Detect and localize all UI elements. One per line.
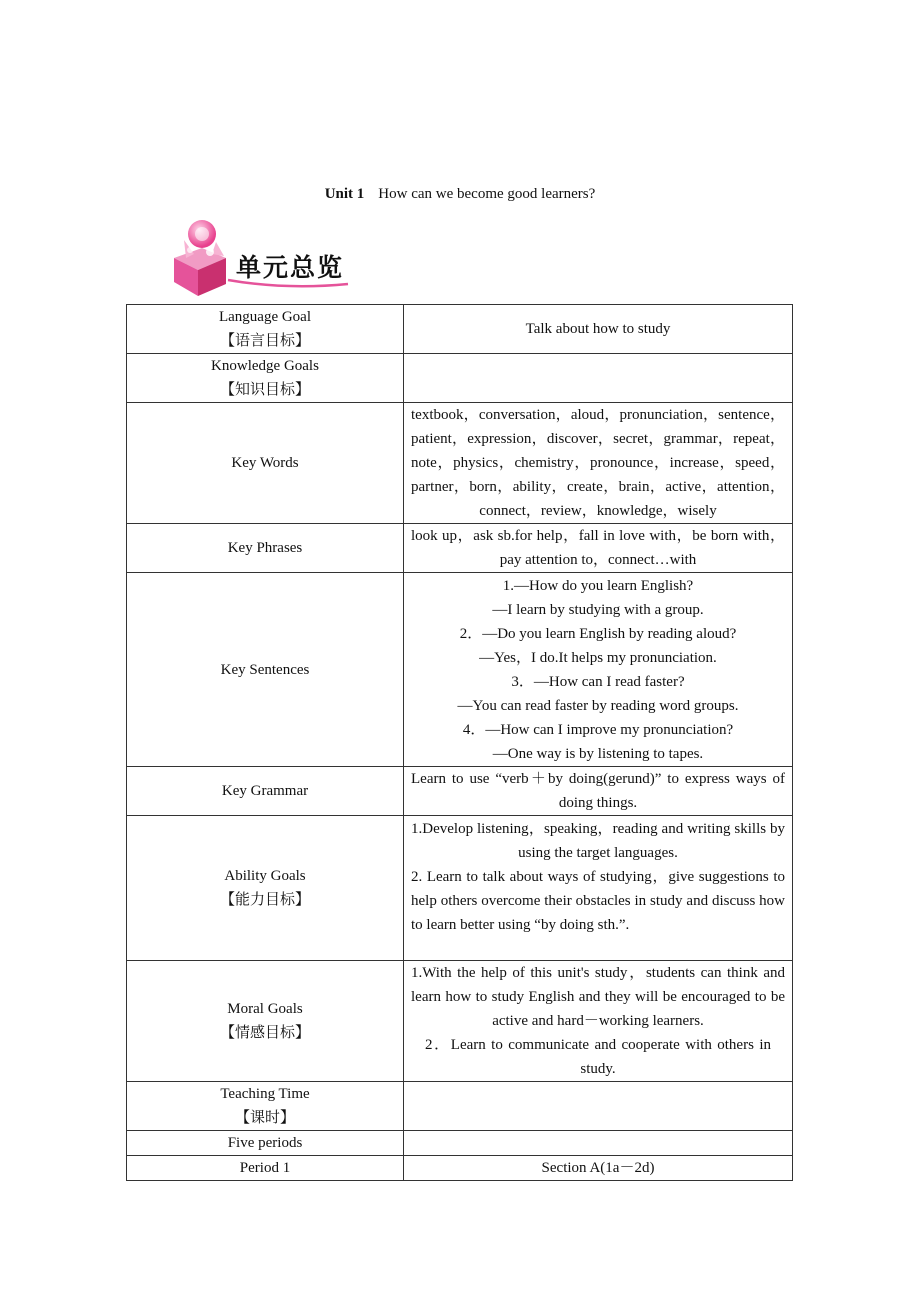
unit-title (0, 186, 920, 203)
unit-overview-banner (166, 218, 366, 298)
table-row (127, 1156, 793, 1181)
row-label: Knowledge Goals 【知识目标】 (127, 354, 404, 403)
row-label: Ability Goals 【能力目标】 (127, 816, 404, 961)
banner-title: 单元总览 (236, 253, 345, 282)
unit-number: Unit 1 (324, 186, 365, 202)
table-row (127, 305, 793, 354)
row-content: Learn to use “verb＋by doing(gerund)” to express ways of doing things. (404, 767, 793, 816)
row-content: 1.Develop listening，speaking，reading and writing skills by using the target languages. 2. Learn to talk about ways of studying，give suggestions to help others overcome their obstacles in study and discuss how to learn better using “by doing sth.”. (404, 816, 793, 961)
row-content (404, 1131, 793, 1156)
row-label: Teaching Time 【课时】 (127, 1082, 404, 1131)
row-label: Language Goal 【语言目标】 (127, 305, 404, 354)
table-row (127, 816, 793, 961)
table-row (127, 1131, 793, 1156)
table-row (127, 524, 793, 573)
table-row (127, 961, 793, 1082)
table-row (127, 767, 793, 816)
row-content: textbook，conversation，aloud，pronunciation，sentence，patient，expression，discover，secret，grammar，repeat，note，physics，chemistry，pronounce，increase，speed，partner，born，ability，create，brain，active，attention，connect，review，knowledge，wisely (404, 403, 793, 524)
row-label: Moral Goals 【情感目标】 (127, 961, 404, 1082)
row-label: Key Phrases (127, 524, 404, 573)
row-content (404, 354, 793, 403)
row-content: 1.With the help of this unit's study，students can think and learn how to study English and they will be encouraged to be active and hard－working learners. 2．Learn to communicate and cooperate with others in study. (404, 961, 793, 1082)
unit-question: How can we become good learners? (378, 186, 596, 202)
row-content: 1.—How do you learn English? —I learn by studying with a group. 2．—Do you learn English by reading aloud? —Yes，I do.It helps my pronunciation. 3．—How can I read faster? —You can read faster by reading word groups. 4．—How can I improve my pronunciation? —One way is by listening to tapes. (404, 573, 793, 767)
table-row (127, 573, 793, 767)
row-content (404, 1082, 793, 1131)
row-label: Period 1 (127, 1156, 404, 1181)
unit-overview-table (126, 304, 793, 1181)
table-row (127, 1082, 793, 1131)
table-row (127, 403, 793, 524)
row-content: Section A(1a－2d) (404, 1156, 793, 1181)
row-label: Key Grammar (127, 767, 404, 816)
row-label: Key Sentences (127, 573, 404, 767)
row-content: look up，ask sb.for help，fall in love with，be born with，pay attention to，connect…with (404, 524, 793, 573)
table-row (127, 354, 793, 403)
row-label: Key Words (127, 403, 404, 524)
row-content: Talk about how to study (404, 305, 793, 354)
row-label: Five periods (127, 1131, 404, 1156)
